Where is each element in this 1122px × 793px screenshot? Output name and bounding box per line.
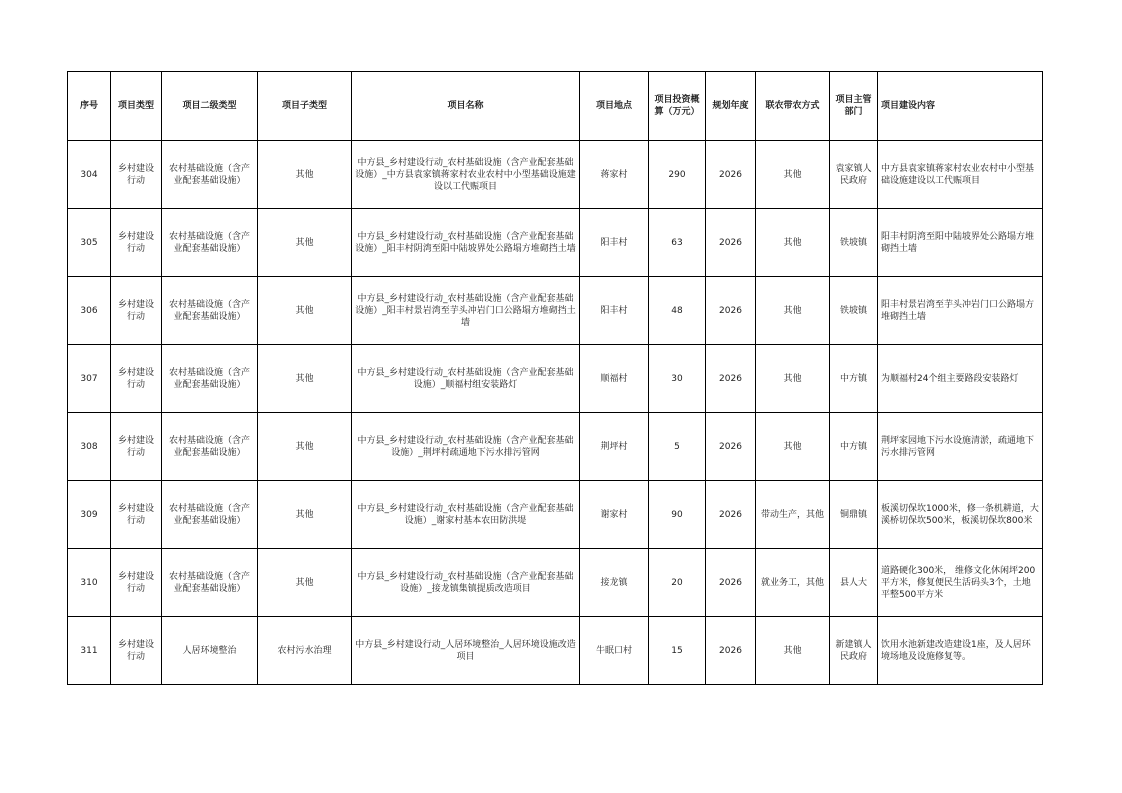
cell-mode: 其他 [756, 141, 830, 209]
cell-type: 乡村建设行动 [111, 549, 162, 617]
cell-name: 中方县_乡村建设行动_农村基础设施（含产业配套基础设施）_顺福村组安装路灯 [352, 345, 580, 413]
cell-place: 蒋家村 [580, 141, 649, 209]
cell-invest: 15 [649, 617, 706, 685]
cell-no: 304 [68, 141, 111, 209]
cell-content: 道路硬化300米， 维修文化休闲坪200平方米，修复便民生活码头3个，土地平整500平方米 [878, 549, 1043, 617]
cell-content: 板溪切保坎1000米，修一条机耕道，大溪桥切保坎500米，板溪切保坎800米 [878, 481, 1043, 549]
table-row [68, 617, 1043, 685]
cell-place: 谢家村 [580, 481, 649, 549]
cell-no: 310 [68, 549, 111, 617]
header-type: 项目类型 [111, 72, 162, 141]
table-row [68, 277, 1043, 345]
cell-mode: 其他 [756, 617, 830, 685]
cell-dept: 中方镇 [830, 413, 878, 481]
cell-sub2: 农村基础设施（含产业配套基础设施） [162, 141, 258, 209]
project-table [67, 71, 1043, 685]
cell-dept: 铁坡镇 [830, 209, 878, 277]
cell-year: 2026 [706, 413, 756, 481]
cell-no: 305 [68, 209, 111, 277]
table-row [68, 141, 1043, 209]
cell-place: 顺福村 [580, 345, 649, 413]
cell-type: 乡村建设行动 [111, 345, 162, 413]
cell-place: 接龙镇 [580, 549, 649, 617]
cell-year: 2026 [706, 549, 756, 617]
cell-mode: 就业务工，其他 [756, 549, 830, 617]
cell-content: 阳丰村景岩湾至芋头冲岩门口公路塌方堆砌挡土墙 [878, 277, 1043, 345]
cell-invest: 20 [649, 549, 706, 617]
cell-subtype: 其他 [258, 345, 352, 413]
cell-mode: 其他 [756, 277, 830, 345]
cell-year: 2026 [706, 277, 756, 345]
cell-type: 乡村建设行动 [111, 209, 162, 277]
cell-dept: 新建镇人民政府 [830, 617, 878, 685]
cell-name: 中方县_乡村建设行动_农村基础设施（含产业配套基础设施）_荆坪村疏通地下污水排污管网 [352, 413, 580, 481]
cell-year: 2026 [706, 481, 756, 549]
header-subtype: 项目子类型 [258, 72, 352, 141]
cell-place: 阳丰村 [580, 209, 649, 277]
cell-content: 荆坪家园地下污水设施清淤，疏通地下污水排污管网 [878, 413, 1043, 481]
cell-dept: 袁家镇人民政府 [830, 141, 878, 209]
header-place: 项目地点 [580, 72, 649, 141]
cell-invest: 290 [649, 141, 706, 209]
cell-year: 2026 [706, 345, 756, 413]
header-no: 序号 [68, 72, 111, 141]
cell-content: 阳丰村阴湾至阳中陆坡界处公路塌方堆砌挡土墙 [878, 209, 1043, 277]
table-row [68, 481, 1043, 549]
cell-subtype: 其他 [258, 277, 352, 345]
cell-no: 306 [68, 277, 111, 345]
cell-invest: 30 [649, 345, 706, 413]
table-row [68, 345, 1043, 413]
table-row [68, 549, 1043, 617]
cell-type: 乡村建设行动 [111, 481, 162, 549]
table-row [68, 413, 1043, 481]
cell-subtype: 其他 [258, 481, 352, 549]
cell-dept: 县人大 [830, 549, 878, 617]
header-dept: 项目主管部门 [830, 72, 878, 141]
cell-invest: 90 [649, 481, 706, 549]
cell-mode: 其他 [756, 413, 830, 481]
header-sub2: 项目二级类型 [162, 72, 258, 141]
cell-type: 乡村建设行动 [111, 141, 162, 209]
cell-content: 为顺福村24个组主要路段安装路灯 [878, 345, 1043, 413]
cell-subtype: 其他 [258, 413, 352, 481]
cell-dept: 铜鼎镇 [830, 481, 878, 549]
cell-year: 2026 [706, 209, 756, 277]
cell-sub2: 农村基础设施（含产业配套基础设施） [162, 277, 258, 345]
cell-dept: 铁坡镇 [830, 277, 878, 345]
cell-no: 311 [68, 617, 111, 685]
cell-type: 乡村建设行动 [111, 413, 162, 481]
cell-sub2: 农村基础设施（含产业配套基础设施） [162, 413, 258, 481]
cell-mode: 其他 [756, 209, 830, 277]
cell-content: 中方县袁家镇蒋家村农业农村中小型基础设施建设以工代赈项目 [878, 141, 1043, 209]
cell-sub2: 农村基础设施（含产业配套基础设施） [162, 481, 258, 549]
cell-year: 2026 [706, 617, 756, 685]
cell-content: 饮用水池新建改造建设1座，及人居环境场地及设施修复等。 [878, 617, 1043, 685]
header-mode: 联农带农方式 [756, 72, 830, 141]
cell-year: 2026 [706, 141, 756, 209]
cell-place: 阳丰村 [580, 277, 649, 345]
cell-place: 牛眠口村 [580, 617, 649, 685]
cell-sub2: 农村基础设施（含产业配套基础设施） [162, 345, 258, 413]
cell-name: 中方县_乡村建设行动_农村基础设施（含产业配套基础设施）_中方县袁家镇蒋家村农业农村中小型基础设施建设以工代赈项目 [352, 141, 580, 209]
cell-no: 307 [68, 345, 111, 413]
cell-sub2: 农村基础设施（含产业配套基础设施） [162, 549, 258, 617]
cell-name: 中方县_乡村建设行动_农村基础设施（含产业配套基础设施）_阳丰村景岩湾至芋头冲岩门口公路塌方堆砌挡土墙 [352, 277, 580, 345]
cell-name: 中方县_乡村建设行动_人居环境整治_人居环境设施改造项目 [352, 617, 580, 685]
cell-subtype: 其他 [258, 141, 352, 209]
cell-invest: 63 [649, 209, 706, 277]
cell-name: 中方县_乡村建设行动_农村基础设施（含产业配套基础设施）_接龙镇集镇提质改造项目 [352, 549, 580, 617]
cell-no: 309 [68, 481, 111, 549]
cell-dept: 中方镇 [830, 345, 878, 413]
header-invest: 项目投资概算（万元） [649, 72, 706, 141]
cell-mode: 带动生产，其他 [756, 481, 830, 549]
cell-mode: 其他 [756, 345, 830, 413]
header-row [68, 72, 1043, 141]
table-row [68, 209, 1043, 277]
cell-subtype: 其他 [258, 209, 352, 277]
cell-sub2: 人居环境整治 [162, 617, 258, 685]
header-name: 项目名称 [352, 72, 580, 141]
cell-subtype: 其他 [258, 549, 352, 617]
cell-type: 乡村建设行动 [111, 277, 162, 345]
cell-name: 中方县_乡村建设行动_农村基础设施（含产业配套基础设施）_阳丰村阴湾至阳中陆坡界处公路塌方堆砌挡土墙 [352, 209, 580, 277]
cell-invest: 5 [649, 413, 706, 481]
cell-no: 308 [68, 413, 111, 481]
cell-type: 乡村建设行动 [111, 617, 162, 685]
header-year: 规划年度 [706, 72, 756, 141]
cell-invest: 48 [649, 277, 706, 345]
cell-sub2: 农村基础设施（含产业配套基础设施） [162, 209, 258, 277]
cell-subtype: 农村污水治理 [258, 617, 352, 685]
header-content: 项目建设内容 [878, 72, 1043, 141]
cell-place: 荆坪村 [580, 413, 649, 481]
cell-name: 中方县_乡村建设行动_农村基础设施（含产业配套基础设施）_谢家村基本农田防洪堤 [352, 481, 580, 549]
